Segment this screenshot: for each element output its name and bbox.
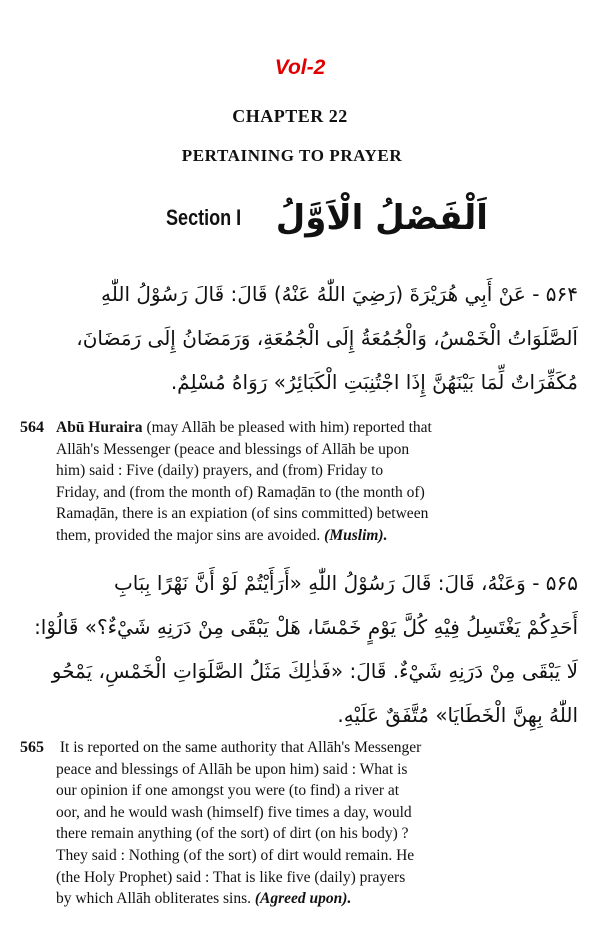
- arabic-line: لَا يَبْقَى مِنْ دَرَنِهِ شَيْءٌ. قَالَ: «فَذٰلِكَ مَثَلُ الصَّلَوَاتِ الْخَمْسِ، يَمْحُو: [51, 659, 578, 683]
- hadith-number: 564: [20, 419, 44, 436]
- section-label: Section I: [166, 205, 242, 230]
- arabic-line: ۵۶۵ - وَعَنْهُ، قَالَ: قَالَ رَسُوْلُ اللّٰهِ «أَرَأَيْتُمْ لَوْ أَنَّ نَهْرًا بِبَابِ: [113, 571, 578, 595]
- translation-line: It is reported on the same authority that Allāh's Messenger: [56, 739, 422, 756]
- translation-line: there remain anything (of the sort) of dirt (on his body) ?: [56, 825, 409, 843]
- translation-line: (the Holy Prophet) said : That is like five (daily) prayers: [56, 868, 406, 886]
- section-heading: [166, 196, 488, 240]
- translation-line: by which Allāh obliterates sins.: [56, 890, 252, 908]
- hadith-source: (Muslim).: [324, 526, 388, 544]
- arabic-line: اللّٰهُ بِهِنَّ الْخَطَايَا» مُتَّفَقٌ عَلَيْهِ.: [337, 703, 578, 727]
- section-arabic: اَلْفَصْلُ الْاَوَّلُ: [275, 198, 488, 238]
- translation-line: our opinion if one amongst you were (to find) a river at: [56, 782, 400, 800]
- arabic-line: اَلصَّلَوَاتُ الْخَمْسُ، وَالْجُمُعَةُ إِلَى الْجُمُعَةِ، وَرَمَضَانُ إِلَى رَمَضَانَ،: [76, 326, 578, 350]
- translation-line: Ramaḍān, there is an expiation (of sins committed) between: [56, 505, 429, 523]
- arabic-line: أَحَدِكُمْ يَغْتَسِلُ فِيْهِ كُلَّ يَوْمٍ خَمْسًا، هَلْ يَبْقَى مِنْ دَرَنِهِ شَيْءٌ؟» قَالُوْا:: [34, 615, 578, 639]
- translation-line: them, provided the major sins are avoided.: [56, 526, 321, 544]
- narrator-name: Abū Huraira: [56, 419, 143, 436]
- hadith-564-arabic: [18, 272, 578, 404]
- arabic-line: ۵۶۴ - عَنْ أَبِي هُرَيْرَةَ (رَضِيَ اللّٰهُ عَنْهُ) قَالَ: قَالَ رَسُوْلُ اللّٰهِ: [101, 282, 578, 306]
- translation-line: They said : Nothing (of the sort) of dirt would remain. He: [56, 846, 415, 864]
- hadith-565-translation: [20, 737, 540, 910]
- hadith-number: 565: [20, 739, 44, 756]
- hadith-564-translation: [20, 417, 540, 547]
- translation-line: peace and blessings of Allāh be upon him) said : What is: [56, 760, 408, 778]
- translation-line: Allāh's Messenger (peace and blessings of Allāh be upon: [56, 440, 410, 458]
- chapter-heading: CHAPTER 22: [232, 106, 348, 126]
- chapter-title: PERTAINING TO PRAYER: [181, 146, 403, 165]
- arabic-line: مُكَفِّرَاتٌ لِّمَا بَيْنَهُنَّ إِذَا اجْتُنِبَتِ الْكَبَائِرُ» رَوَاهُ مُسْلِمٌ.: [170, 370, 578, 394]
- hadith-565-arabic: [18, 561, 578, 737]
- translation-line: Friday, and (from the month of) Ramaḍān to (the month of): [56, 483, 425, 501]
- hadith-source: (Agreed upon).: [254, 890, 352, 908]
- translation-line: oor, and he would wash (himself) five times a day, would: [56, 803, 412, 821]
- translation-line: him) said : Five (daily) prayers, and (from) Friday to: [56, 462, 384, 480]
- volume-label: Vol-2: [274, 56, 326, 79]
- translation-line: (may Allāh be pleased with him) reported that: [142, 419, 432, 436]
